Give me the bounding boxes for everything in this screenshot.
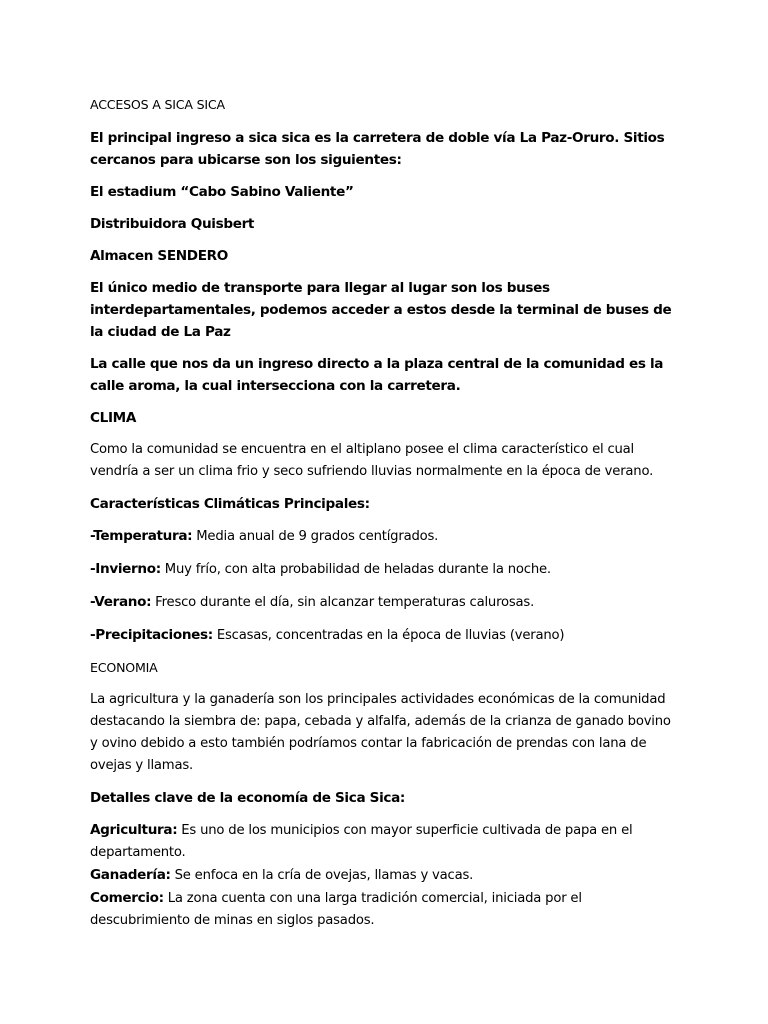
paragraph-transporte: El único medio de transporte para llegar al lugar son los buses interdepartamentales, podemos acceder a estos desde la terminal de buses de la ciudad de La Paz: [90, 280, 672, 340]
paragraph-distribuidora: Distribuidora Quisbert: [90, 216, 255, 232]
clima-item-text: Media anual de 9 grados centígrados.: [192, 529, 439, 544]
economia-item-ganaderia: [90, 864, 678, 887]
paragraph-estadium: El estadium “Cabo Sabino Valiente”: [90, 184, 354, 200]
heading-accesos: ACCESOS A SICA SICA: [90, 97, 225, 112]
paragraph-calle: La calle que nos da un ingreso directo a la plaza central de la comunidad es la calle aroma, la cual intersecciona con la carretera.: [90, 356, 664, 394]
paragraph-economia: La agricultura y la ganadería son los principales actividades económicas de la comunidad destacando la siembra de: papa, cebada y alfalfa, además de la crianza de ganado bovino y ovino debido a esto también podríamos contar la fabricación de prendas con lana de ovejas y llamas.: [90, 692, 671, 773]
heading-clima: CLIMA: [90, 410, 136, 426]
heading-economia: ECONOMIA: [90, 660, 158, 675]
economia-list: [90, 819, 678, 932]
clima-item-label: -Verano:: [90, 594, 152, 610]
economia-item-agricultura: [90, 819, 678, 864]
clima-item-temperatura: [90, 525, 678, 548]
economia-item-text: La zona cuenta con una larga tradición comercial, iniciada por el descubrimiento de minas en siglos pasados.: [90, 891, 582, 928]
clima-item-precipitaciones: [90, 624, 678, 647]
clima-item-label: -Invierno:: [90, 561, 161, 577]
clima-item-text: Fresco durante el día, sin alcanzar temperaturas calurosas.: [151, 595, 535, 610]
clima-item-label: -Temperatura:: [90, 528, 193, 544]
economia-item-text: Se enfoca en la cría de ovejas, llamas y vacas.: [170, 868, 474, 883]
paragraph-almacen: Almacen SENDERO: [90, 248, 229, 264]
economia-item-label: Comercio:: [90, 890, 164, 906]
economia-item-comercio: [90, 887, 678, 932]
clima-item-invierno: [90, 558, 678, 581]
heading-detalles: Detalles clave de la economía de Sica Sica:: [90, 790, 406, 806]
economia-item-label: Ganadería:: [90, 867, 171, 883]
economia-item-label: Agricultura:: [90, 822, 178, 838]
heading-caracteristicas: Características Climáticas Principales:: [90, 496, 370, 512]
clima-item-label: -Precipitaciones:: [90, 627, 213, 643]
paragraph-ingreso: El principal ingreso a sica sica es la carretera de doble vía La Paz-Oruro. Sitios cercanos para ubicarse son los siguientes:: [90, 130, 665, 168]
paragraph-clima: Como la comunidad se encuentra en el altiplano posee el clima característico el cual vendría a ser un clima frio y seco sufriendo lluvias normalmente en la época de verano.: [90, 442, 654, 479]
clima-item-text: Escasas, concentradas en la época de lluvias (verano): [212, 628, 565, 643]
clima-item-verano: [90, 591, 678, 614]
economia-item-text: Es uno de los municipios con mayor superficie cultivada de papa en el departamento.: [90, 823, 633, 860]
clima-item-text: Muy frío, con alta probabilidad de heladas durante la noche.: [160, 562, 551, 577]
